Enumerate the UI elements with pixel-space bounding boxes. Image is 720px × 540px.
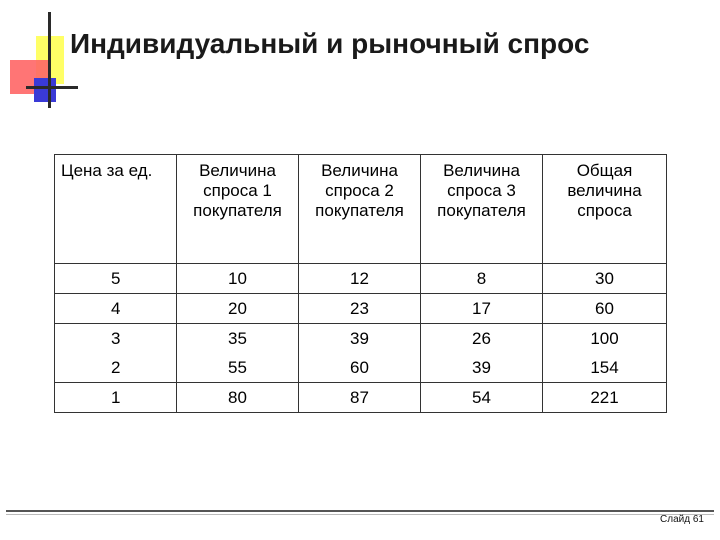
- header-cell-price: Цена за ед.: [55, 155, 177, 264]
- table-row: [55, 294, 667, 324]
- table-cell: 17: [421, 294, 543, 324]
- table-cell: 10: [177, 264, 299, 294]
- table-cell: 60: [299, 353, 421, 383]
- decor-vertical-line: [48, 12, 51, 108]
- slide-number: Слайд 61: [660, 514, 704, 525]
- table-cell: 54: [421, 383, 543, 413]
- table-cell: 100: [543, 324, 667, 354]
- table-cell: 3: [55, 324, 177, 354]
- decor-blue-square: [34, 78, 56, 102]
- table-cell: 39: [299, 324, 421, 354]
- table-cell: 26: [421, 324, 543, 354]
- table-cell: 20: [177, 294, 299, 324]
- table-row: [55, 383, 667, 413]
- table-cell: 60: [543, 294, 667, 324]
- table-header-row: [55, 155, 667, 264]
- table-row: [55, 353, 667, 383]
- table-row: [55, 324, 667, 354]
- header-cell-buyer-2: Величина спроса 2 покупателя: [299, 155, 421, 264]
- table-cell: 87: [299, 383, 421, 413]
- table-cell: 4: [55, 294, 177, 324]
- table-cell: 55: [177, 353, 299, 383]
- header-cell-buyer-1: Величина спроса 1 покупателя: [177, 155, 299, 264]
- table-cell: 154: [543, 353, 667, 383]
- footer-divider: [6, 510, 714, 512]
- table-cell: 1: [55, 383, 177, 413]
- table-cell: 39: [421, 353, 543, 383]
- header-cell-buyer-3: Величина спроса 3 покупателя: [421, 155, 543, 264]
- header-cell-total: Общая величина спроса: [543, 155, 667, 264]
- table-cell: 80: [177, 383, 299, 413]
- table-cell: 2: [55, 353, 177, 383]
- footer-divider-thin: [6, 514, 714, 515]
- demand-table: [54, 154, 667, 413]
- table-cell: 221: [543, 383, 667, 413]
- table-cell: 5: [55, 264, 177, 294]
- table-row: [55, 264, 667, 294]
- table-cell: 12: [299, 264, 421, 294]
- table-cell: 23: [299, 294, 421, 324]
- table-cell: 35: [177, 324, 299, 354]
- table-cell: 30: [543, 264, 667, 294]
- table-cell: 8: [421, 264, 543, 294]
- decor-horizontal-line: [26, 86, 78, 89]
- slide-title: Индивидуальный и рыночный спрос: [70, 28, 590, 59]
